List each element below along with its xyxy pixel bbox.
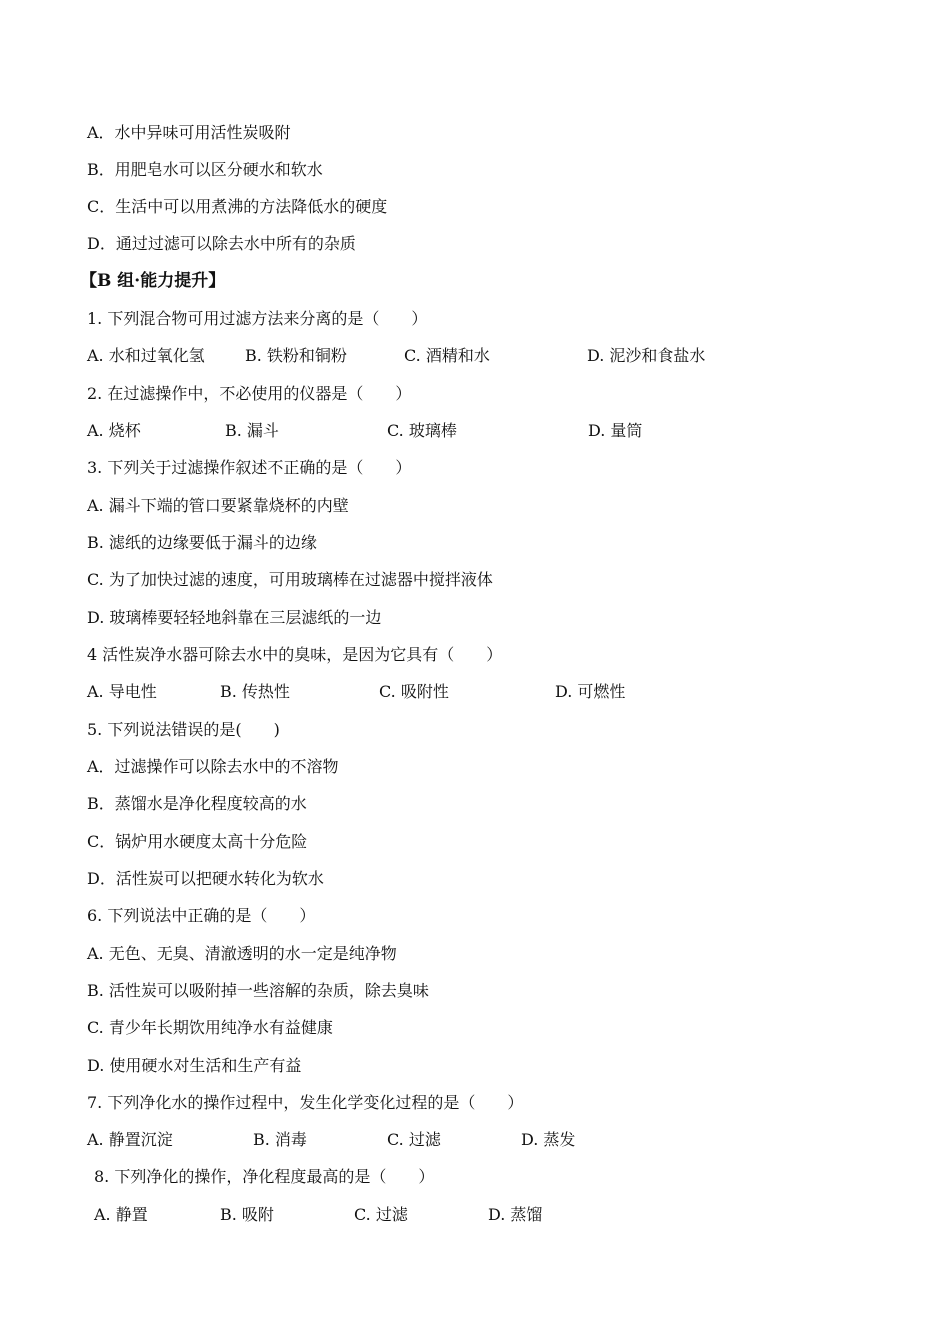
q4-option-d: D. 可燃性: [555, 682, 626, 701]
q2-option-b: B. 漏斗: [225, 421, 279, 440]
q1-option-c: C. 酒精和水: [404, 346, 490, 365]
question-7-stem: 7. 下列净化水的操作过程中，发生化学变化过程的是（ ）: [87, 1093, 524, 1112]
question-4-options: [87, 682, 887, 702]
question-4-stem: 4 活性炭净水器可除去水中的臭味，是因为它具有（ ）: [87, 645, 503, 664]
question-1-options: [87, 346, 887, 366]
q5-option-a: A．过滤操作可以除去水中的不溶物: [87, 757, 339, 776]
q5-option-c: C．锅炉用水硬度太高十分危险: [87, 832, 308, 851]
q4-option-c: C. 吸附性: [379, 682, 449, 701]
question-1-stem: 1. 下列混合物可用过滤方法来分离的是（ ）: [87, 309, 428, 328]
q6-option-d: D. 使用硬水对生活和生产有益: [87, 1056, 302, 1075]
q3-option-a: A. 漏斗下端的管口要紧靠烧杯的内壁: [87, 496, 349, 515]
q7-option-b: B. 消毒: [253, 1130, 307, 1149]
question-2-stem: 2. 在过滤操作中，不必使用的仪器是（ ）: [87, 384, 412, 403]
q5-option-d: D．活性炭可以把硬水转化为软水: [87, 869, 324, 888]
q1-option-d: D. 泥沙和食盐水: [587, 346, 706, 365]
q3-option-c: C. 为了加快过滤的速度，可用玻璃棒在过滤器中搅拌液体: [87, 570, 493, 589]
question-5-stem: 5. 下列说法错误的是( ): [87, 720, 280, 739]
q6-option-b: B. 活性炭可以吸附掉一些溶解的杂质，除去臭味: [87, 981, 429, 1000]
q8-option-d: D. 蒸馏: [488, 1205, 543, 1224]
q6-option-c: C. 青少年长期饮用纯净水有益健康: [87, 1018, 333, 1037]
q1-option-b: B. 铁粉和铜粉: [245, 346, 347, 365]
q6-option-a: A. 无色、无臭、清澈透明的水一定是纯净物: [87, 944, 397, 963]
q2-option-a: A. 烧杯: [87, 421, 141, 440]
q7-option-d: D. 蒸发: [521, 1130, 576, 1149]
question-8-stem: 8. 下列净化的操作，净化程度最高的是（ ）: [94, 1167, 435, 1186]
question-2-options: [87, 421, 887, 441]
question-8-options: [94, 1205, 894, 1225]
question-6-stem: 6. 下列说法中正确的是（ ）: [87, 906, 316, 925]
q3-option-d: D. 玻璃棒要轻轻地斜靠在三层滤纸的一边: [87, 608, 382, 627]
prev-option-c: C．生活中可以用煮沸的方法降低水的硬度: [87, 197, 388, 216]
q1-option-a: A. 水和过氧化氢: [87, 346, 205, 365]
q7-option-c: C. 过滤: [387, 1130, 441, 1149]
q7-option-a: A. 静置沉淀: [87, 1130, 173, 1149]
q4-option-a: A. 导电性: [87, 682, 157, 701]
q2-option-c: C. 玻璃棒: [387, 421, 457, 440]
prev-option-d: D．通过过滤可以除去水中所有的杂质: [87, 234, 356, 253]
q8-option-b: B. 吸附: [220, 1205, 274, 1224]
section-title: 【B 组·能力提升】: [80, 271, 226, 291]
q8-option-a: A. 静置: [94, 1205, 148, 1224]
q4-option-b: B. 传热性: [220, 682, 290, 701]
q2-option-d: D. 量筒: [588, 421, 643, 440]
q3-option-b: B. 滤纸的边缘要低于漏斗的边缘: [87, 533, 317, 552]
prev-option-a: A．水中异味可用活性炭吸附: [87, 123, 291, 142]
q8-option-c: C. 过滤: [354, 1205, 408, 1224]
q5-option-b: B．蒸馏水是净化程度较高的水: [87, 794, 307, 813]
prev-option-b: B．用肥皂水可以区分硬水和软水: [87, 160, 323, 179]
question-7-options: [87, 1130, 887, 1150]
question-3-stem: 3. 下列关于过滤操作叙述不正确的是（ ）: [87, 458, 412, 477]
